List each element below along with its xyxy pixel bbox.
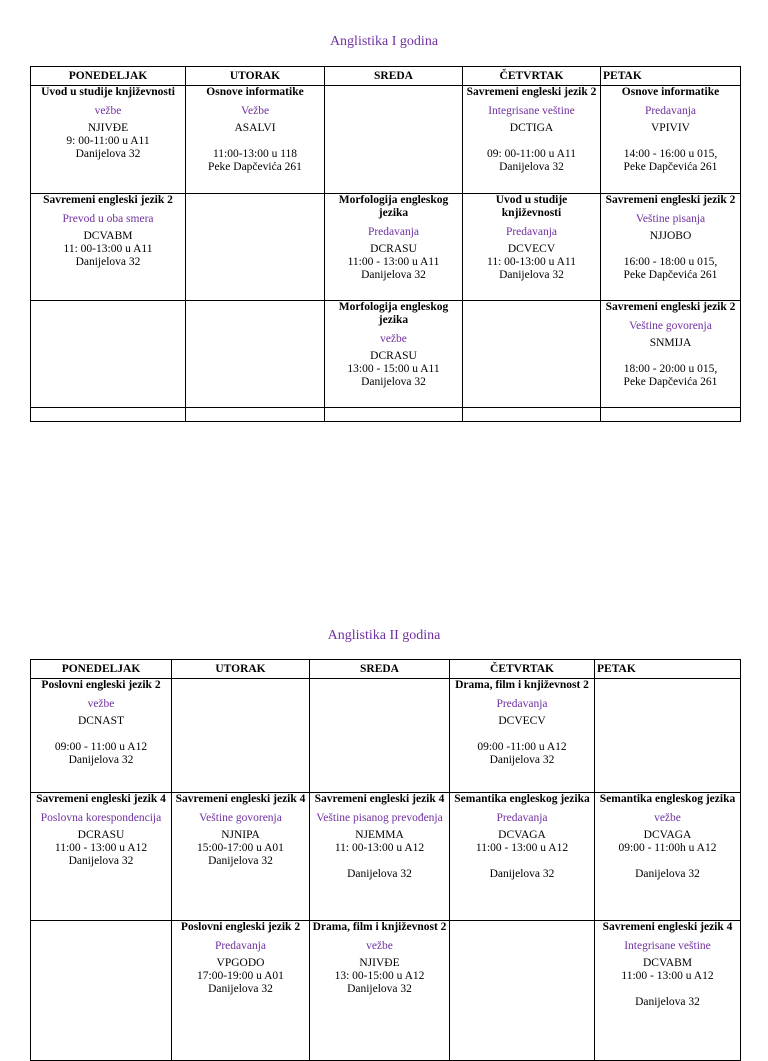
course-name: Savremeni engleski jezik 4 <box>36 793 166 805</box>
class-entry <box>603 86 738 174</box>
class-details: VPGODO 17:00-19:00 u A01 Danijelova 32 <box>197 957 284 995</box>
class-details: DCRASU 13:00 - 15:00 u A11 Danijelova 32 <box>347 350 440 388</box>
class-type: Poslovna korespondencija <box>40 812 162 824</box>
day-header-tuesday: UTORAK <box>186 67 325 86</box>
course-name: Drama, film i književnost 2 <box>455 679 589 691</box>
schedule-cell <box>595 679 741 793</box>
schedule-cell <box>450 679 595 793</box>
class-details: DCVAGA 11:00 - 13:00 u A12 Danijelova 32 <box>475 829 569 880</box>
class-entry <box>33 679 169 767</box>
class-entry <box>597 793 738 881</box>
schedule-cell <box>463 408 601 422</box>
schedule-cell <box>601 194 741 301</box>
class-entry <box>603 194 738 282</box>
schedule-cell <box>463 194 601 301</box>
table-row <box>31 679 741 793</box>
course-name: Savremeni engleski jezik 2 <box>43 194 173 206</box>
course-name: Savremeni engleski jezik 4 <box>602 921 733 933</box>
day-header-monday: PONEDELJAK <box>31 67 186 86</box>
course-name: Poslovni engleski jezik 2 <box>41 679 161 691</box>
class-entry <box>33 793 169 868</box>
class-entry <box>33 86 183 161</box>
class-type: Predavanja <box>505 226 558 238</box>
class-entry <box>174 921 307 996</box>
class-details: DCRASU 11:00 - 13:00 u A12 Danijelova 32 <box>54 829 148 867</box>
class-entry <box>452 793 592 881</box>
schedule-cell <box>310 793 450 921</box>
class-type: Predavanja <box>214 940 267 952</box>
day-header-wednesday: SREDA <box>325 67 463 86</box>
day-header-wednesday: SREDA <box>310 660 450 679</box>
day-header-thursday: ČETVRTAK <box>450 660 595 679</box>
course-name: Semantika engleskog jezika <box>599 793 736 805</box>
class-type: Integrisane veštine <box>624 940 711 952</box>
class-type: vežbe <box>654 812 681 824</box>
schedule-cell <box>31 793 172 921</box>
table-title-year-2: Anglistika II godina <box>327 628 441 643</box>
class-details: DCVABM 11:00 - 13:00 u A12 Danijelova 32 <box>621 957 714 1008</box>
schedule-cell <box>325 86 463 194</box>
class-details: DCVECV 09:00 -11:00 u A12 Danijelova 32 <box>477 715 567 766</box>
class-details: DCVECV 11: 00-13:00 u A11 Danijelova 32 <box>487 243 576 281</box>
class-type: Integrisane veštine <box>488 105 575 117</box>
class-entry <box>312 921 447 996</box>
class-details: SNMIJA 18:00 - 20:00 u 015, Peke Dapčevića 261 <box>623 337 718 388</box>
class-entry <box>188 86 322 174</box>
class-type: Veštine pisanja <box>635 213 706 225</box>
day-header-friday: PETAK <box>595 660 741 679</box>
class-entry <box>452 679 592 767</box>
schedule-cell <box>601 86 741 194</box>
class-type: Veštine govorenja <box>199 812 282 824</box>
course-name: Savremeni engleski jezik 2 <box>605 194 736 206</box>
class-entry <box>597 921 738 1009</box>
course-name: Savremeni engleski jezik 4 <box>175 793 306 805</box>
schedule-table-year-2 <box>30 659 741 1061</box>
class-type: Vežbe <box>240 105 270 117</box>
schedule-cell <box>450 793 595 921</box>
class-details: DCTIGA 09: 00-11:00 u A11 Danijelova 32 <box>487 122 576 173</box>
schedule-cell <box>601 408 741 422</box>
course-name: Morfologija engleskog jezika <box>338 194 449 219</box>
table-row <box>31 86 741 194</box>
class-type: Veštine pisanog prevođenja <box>316 812 443 824</box>
class-details: ASALVI 11:00-13:00 u 118 Peke Dapčevića 261 <box>208 122 302 173</box>
class-details: NJEMMA 11: 00-13:00 u A12 Danijelova 32 <box>334 829 425 880</box>
schedule-cell <box>186 408 325 422</box>
course-name: Savremeni engleski jezik 2 <box>466 86 597 98</box>
schedule-cell <box>186 301 325 408</box>
class-details: NJIVĐE 9: 00-11:00 u A11 Danijelova 32 <box>66 122 150 160</box>
table-title-year-1: Anglistika I godina <box>329 34 439 49</box>
schedule-cell <box>172 679 310 793</box>
course-name: Semantika engleskog jezika <box>454 793 590 805</box>
course-name: Savremeni engleski jezik 4 <box>314 793 445 805</box>
schedule-cell <box>31 86 186 194</box>
schedule-cell <box>172 921 310 1061</box>
class-details: DCRASU 11:00 - 13:00 u A11 Danijelova 32 <box>347 243 440 281</box>
schedule-cell <box>31 301 186 408</box>
course-name: Osnove informatike <box>206 86 304 98</box>
schedule-cell <box>31 679 172 793</box>
class-details: DCNAST 09:00 - 11:00 u A12 Danijelova 32 <box>54 715 148 766</box>
schedule-cell <box>31 921 172 1061</box>
schedule-cell <box>310 921 450 1061</box>
course-name: Uvod u studije književnosti <box>41 86 175 98</box>
class-type: vežbe <box>380 333 407 345</box>
schedule-cell <box>31 194 186 301</box>
day-header-monday: PONEDELJAK <box>31 660 172 679</box>
schedule-cell <box>463 301 601 408</box>
class-details: NJIVĐE 13: 00-15:00 u A12 Danijelova 32 <box>334 957 425 995</box>
schedule-cell <box>450 921 595 1061</box>
class-details: DCVAGA 09:00 - 11:00h u A12 Danijelova 32 <box>618 829 717 880</box>
course-name: Drama, film i književnost 2 <box>312 921 447 933</box>
table-header-row <box>31 660 741 679</box>
day-header-thursday: ČETVRTAK <box>463 67 601 86</box>
schedule-cell <box>325 194 463 301</box>
schedule-cell <box>463 86 601 194</box>
table-row <box>31 301 741 408</box>
table-row <box>31 921 741 1061</box>
class-details: NJNIPA 15:00-17:00 u A01 Danijelova 32 <box>197 829 284 867</box>
schedule-cell <box>595 793 741 921</box>
course-name: Morfologija engleskog jezika <box>338 301 449 326</box>
class-entry <box>327 301 460 389</box>
class-entry <box>465 194 598 282</box>
schedule-cell <box>31 408 186 422</box>
schedule-table-year-1 <box>30 66 741 422</box>
schedule-cell <box>601 301 741 408</box>
table-row <box>31 408 741 422</box>
schedule-cell <box>595 921 741 1061</box>
day-header-tuesday: UTORAK <box>172 660 310 679</box>
class-entry <box>465 86 598 174</box>
day-header-friday: PETAK <box>601 67 741 86</box>
class-type: Veštine govorenja <box>629 320 712 332</box>
table-header-row <box>31 67 741 86</box>
schedule-cell <box>186 86 325 194</box>
class-type: vežbe <box>366 940 393 952</box>
class-entry <box>327 194 460 282</box>
table-row <box>31 194 741 301</box>
course-name: Osnove informatike <box>621 86 720 98</box>
schedule-cell <box>172 793 310 921</box>
class-type: vežbe <box>94 105 122 117</box>
course-name: Uvod u studije književnosti <box>495 194 568 219</box>
class-details: NJJOBO 16:00 - 18:00 u 015, Peke Dapčevića 261 <box>623 230 718 281</box>
class-type: Predavanja <box>496 698 548 710</box>
class-entry <box>174 793 307 868</box>
class-entry <box>33 194 183 269</box>
course-name: Savremeni engleski jezik 2 <box>605 301 736 313</box>
class-type: Predavanja <box>644 105 697 117</box>
course-name: Poslovni engleski jezik 2 <box>180 921 301 933</box>
class-type: Prevod u oba smera <box>62 213 154 225</box>
class-details: VPIVIV 14:00 - 16:00 u 015, Peke Dapčevića 261 <box>623 122 718 173</box>
schedule-cell <box>186 194 325 301</box>
class-type: Predavanja <box>496 812 548 824</box>
schedule-cell <box>310 679 450 793</box>
schedule-cell <box>325 408 463 422</box>
class-type: vežbe <box>87 698 115 710</box>
class-type: Predavanja <box>367 226 420 238</box>
class-entry <box>603 301 738 389</box>
class-details: DCVABM 11: 00-13:00 u A11 Danijelova 32 <box>63 230 153 268</box>
schedule-cell <box>325 301 463 408</box>
class-entry <box>312 793 447 881</box>
table-row <box>31 793 741 921</box>
